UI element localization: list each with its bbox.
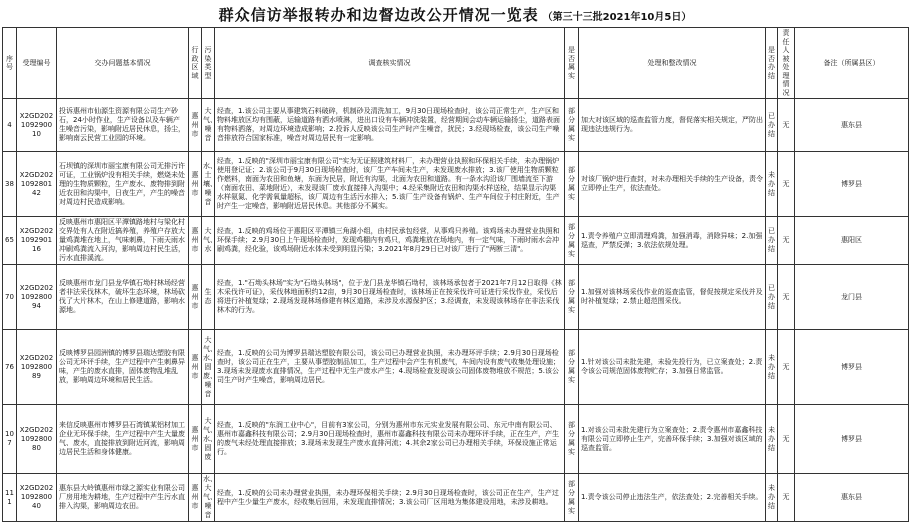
cell-closed: 未办结 <box>766 330 778 405</box>
col-header: 备注（所属县区） <box>795 28 909 99</box>
cell-handling: 加大对该区域的巡查监管力度，督促落实相关规定，严防出现违法违规行为。 <box>579 99 766 152</box>
cell-verified: 部分属实 <box>565 265 579 330</box>
col-header: 行政区域 <box>189 28 202 99</box>
cell-district: 博罗县 <box>795 152 909 217</box>
report-table <box>2 27 909 522</box>
cell-handling: 1.责令养殖户立即清理鸡粪，加强消毒，消除异味；2.加强巡查，严禁反弹；3.依法依规处理。 <box>579 217 766 265</box>
cell-no: 4 <box>3 99 17 152</box>
cell-handling: 1.责令该公司停止违法生产，依法查处；2.完善相关手续。 <box>579 474 766 522</box>
cell-verified: 部分属实 <box>565 330 579 405</box>
col-header: 是否属实 <box>565 28 579 99</box>
cell-no: 38 <box>3 152 17 217</box>
cell-code: X2GD202109280040 <box>17 474 57 522</box>
cell-region: 惠州市 <box>189 99 202 152</box>
cell-code: X2GD202109290116 <box>17 217 57 265</box>
table-row <box>3 99 909 152</box>
cell-handling: 对该厂锅炉进行查封，对未办理相关手续的生产设备，责令立即停止生产，依法查处。 <box>579 152 766 217</box>
cell-district: 惠阳区 <box>795 217 909 265</box>
cell-closed: 未办结 <box>766 152 778 217</box>
cell-penalty: 无 <box>778 217 795 265</box>
col-header: 交办问题基本情况 <box>57 28 189 99</box>
cell-code: X2GD202109280080 <box>17 405 57 474</box>
cell-code: X2GD202109280094 <box>17 265 57 330</box>
table-row <box>3 152 909 217</box>
cell-closed: 已办结 <box>766 99 778 152</box>
cell-district: 惠东县 <box>795 99 909 152</box>
col-header: 处理和整改情况 <box>579 28 766 99</box>
cell-type: 大气、水、固废 <box>202 405 215 474</box>
cell-issue: 来信反映惠州市博罗县石湾镇某铝材加工企业无环保手续，生产过程中产生大量废气、废水，直接排放到附近河流，影响周边居民生活和身体健康。 <box>57 405 189 474</box>
cell-penalty: 无 <box>778 152 795 217</box>
col-header: 污染类型 <box>202 28 215 99</box>
cell-region: 惠州市 <box>189 330 202 405</box>
cell-no: 107 <box>3 405 17 474</box>
cell-issue: 惠东县大岭镇惠州市绿之源实业有限公司厂房用地为耕地，生产过程中产生污水直排入沟渠，影响周边农田。 <box>57 474 189 522</box>
cell-issue: 石坝镇的深圳市丽宝康有限公司无排污许可证，工业锅炉没有相关手续，燃烧未处理的生物质颗粒，生产废水、废物排到附近农田和沟渠中，日夜生产，产生的噪音对周边村民造成影响。 <box>57 152 189 217</box>
cell-investigation: 经查，1."石坳头林场"实为"石坳头林场"，位于龙门县龙华镇石坳村，该林场承包者于2021年7月12日取得《林木采伐许可证》，采伐林地面积约12亩，9月30日现场检查时，该林场正在按采伐许可证进行采伐作业，采伐后将进行补植复绿；2.现场发现林场修建有林区道路，未涉及水源保护区；3.经调查，未发现该林场存在非法采伐林木的行为。 <box>215 265 565 330</box>
table-row <box>3 405 909 474</box>
col-header: 责任人被处理情况 <box>778 28 795 99</box>
cell-penalty: 无 <box>778 330 795 405</box>
cell-closed: 未办结 <box>766 405 778 474</box>
cell-code: X2GD202109280142 <box>17 152 57 217</box>
cell-no: 70 <box>3 265 17 330</box>
cell-verified: 部分属实 <box>565 405 579 474</box>
cell-handling: 1.加强对该林场采伐作业的巡查监管，督促按规定采伐并及时补植复绿；2.禁止超范围采伐。 <box>579 265 766 330</box>
cell-type: 生态 <box>202 265 215 330</box>
cell-district: 龙门县 <box>795 265 909 330</box>
title-main: 群众信访举报转办和边督边改公开情况一览表 <box>218 6 539 24</box>
table-row <box>3 474 909 522</box>
cell-type: 大气、噪音 <box>202 99 215 152</box>
cell-region: 惠州市 <box>189 217 202 265</box>
table-row <box>3 265 909 330</box>
table-row <box>3 330 909 405</box>
cell-type: 水、大气、噪音 <box>202 474 215 522</box>
cell-penalty: 无 <box>778 265 795 330</box>
cell-no: 76 <box>3 330 17 405</box>
cell-code: X2GD202109280089 <box>17 330 57 405</box>
col-header: 调查核实情况 <box>215 28 565 99</box>
cell-issue: 反映惠州市惠阳区平潭镇路地村与梁化村交界处有人在附近搞养殖，养殖户存放大量鸡粪堆在地上，气味刺鼻，下雨天雨水冲刷鸡粪流入河沟，影响周边村民生活，污水直排溪流。 <box>57 217 189 265</box>
title-batch: （第三十三批2021年10月5日） <box>542 12 692 23</box>
col-header: 是否办结 <box>766 28 778 99</box>
cell-region: 惠州市 <box>189 405 202 474</box>
cell-closed: 已办结 <box>766 265 778 330</box>
cell-verified: 部分属实 <box>565 217 579 265</box>
cell-region: 惠州市 <box>189 152 202 217</box>
cell-no: 65 <box>3 217 17 265</box>
cell-closed: 未办结 <box>766 474 778 522</box>
cell-investigation: 经查，1.该公司主要从事建筑石料破碎，机制砂及清洗加工，9月30日现场检查时，该公司正常生产，生产区和物料堆放区均有围蔽，运输道路有洒水喷淋，进出口设有车辆冲洗装置，经营期间会动车辆运输扬尘，道路表面有物料洒落，对周边环境造成影响；2.投诉人反映该公司生产时产生噪音，扰民；3.经现场检查，该公司生产噪音排放符合国家标准，噪音对周边居民有一定影响。 <box>215 99 565 152</box>
cell-issue: 反映博罗县园洲镇的博罗县瑞达塑胶有限公司无环评手续，生产过程中产生刺鼻异味，产生的废水直排，固体废物乱堆乱放，影响周边环境和居民生活。 <box>57 330 189 405</box>
cell-investigation: 经查，1.反映的公司为博罗县瑞达塑胶有限公司，该公司已办理营业执照，未办理环评手续；2.9月30日现场检查时，该公司正在生产，主要从事塑胶制品加工，生产过程中会产生有机废气，车间内设有废气收集处理设施；3.现场未发现废水直排情况，生产过程中无生产废水产生；4.现场检查发现该公司固体废物堆放不规范；5.该公司生产时产生噪音，影响周边居民。 <box>215 330 565 405</box>
cell-region: 惠州市 <box>189 265 202 330</box>
col-header: 序号 <box>3 28 17 99</box>
page-title <box>0 4 910 25</box>
cell-type: 水、土壤、噪音 <box>202 152 215 217</box>
cell-closed: 已办结 <box>766 217 778 265</box>
cell-code: X2GD202109290010 <box>17 99 57 152</box>
cell-penalty: 无 <box>778 99 795 152</box>
cell-investigation: 经查，1.反映的公司未办理营业执照，未办理环保相关手续；2.9月30日现场检查时，该公司正在生产，生产过程中产生少量生产废水，经收集后回用，未发现直排情况；3.该公司厂区用地为集体建设用地，未涉及耕地。 <box>215 474 565 522</box>
cell-type: 大气、水、固废、噪音 <box>202 330 215 405</box>
cell-investigation: 经查，1.反映的"东润工业中心"，目前有3家公司，分别为惠州市东元实业发展有限公司、东元中南有限公司、惠州市嘉鑫科技有限公司；2.9月30日现场检查时，惠州市嘉鑫科技有限公司未办理环评手续，正在生产，产生的废气未经处理直接排放；3.现场未发现生产废水直排河流；4.其余2家公司已办理相关手续，环保设施正常运行。 <box>215 405 565 474</box>
header-row <box>3 28 909 99</box>
cell-handling: 1.对该公司未批先建行为立案查处；2.责令惠州市嘉鑫科技有限公司立即停止生产，完善环保手续；3.加强对该区域的巡查监管。 <box>579 405 766 474</box>
cell-verified: 部分属实 <box>565 99 579 152</box>
cell-verified: 部分属实 <box>565 152 579 217</box>
table-row <box>3 217 909 265</box>
col-header: 受理编号 <box>17 28 57 99</box>
cell-district: 博罗县 <box>795 405 909 474</box>
cell-type: 大气、水 <box>202 217 215 265</box>
cell-district: 惠东县 <box>795 474 909 522</box>
cell-issue: 投诉惠州市仙源生资源有限公司生产砂石，24小时作业，生产设备以及车辆产生噪音污染，影响附近居民休息，扬尘，影响南云民营工业园的环境。 <box>57 99 189 152</box>
cell-district: 博罗县 <box>795 330 909 405</box>
cell-issue: 反映惠州市龙门县龙华镇石坳村林场经营者非法采伐林木，破坏生态环境，林场砍伐了大片林木，在山上修建道路，影响水源地。 <box>57 265 189 330</box>
cell-penalty: 无 <box>778 474 795 522</box>
cell-no: 111 <box>3 474 17 522</box>
cell-verified: 部分属实 <box>565 474 579 522</box>
cell-region: 惠州市 <box>189 474 202 522</box>
cell-investigation: 经查，1.反映的"深圳市丽宝康有限公司"实为无证照建筑材料厂，未办理营业执照和环保相关手续，未办理锅炉使用登记证；2.该公司于9月30日现场检查时，该厂生产车间未生产，未发现废水排放；3.该厂使用生物质颗粒作燃料，南面为农田和鱼塘，东面为民居，附近有沟渠，北面为农田和道路。有一条水沟沿该厂围墙流至下游（南面农田、菜地附近），未发现该厂废水直接排入沟渠中；4.经采集附近农田和沟渠水样送检，结果显示沟渠水样氨氮、化学需氧量超标，该厂周边有生活污水排入；5.该厂生产设备有锅炉、生产车间位于村庄附近，生产时产生一定噪音，影响附近居民休息。其他部分不属实。 <box>215 152 565 217</box>
cell-handling: 1.针对该公司未批先建，未验先投行为，已立案查处；2.责令该公司规范固体废物贮存；3.加强日常监管。 <box>579 330 766 405</box>
cell-investigation: 经查，1.反映的鸡场位于惠阳区平潭镇三角湖小组，由村民承包经营，从事鸡只养殖。该鸡场未办理营业执照和环保手续；2.9月30日上午现场检查时，发现鸡棚内有鸡只，鸡粪堆放在场地内，有一定气味，下雨时雨水会冲刷鸡粪，经化验，该鸡场附近水体未受到明显污染；3.2021年8月29日已对该厂进行了"两断三清"。 <box>215 217 565 265</box>
cell-penalty: 无 <box>778 405 795 474</box>
